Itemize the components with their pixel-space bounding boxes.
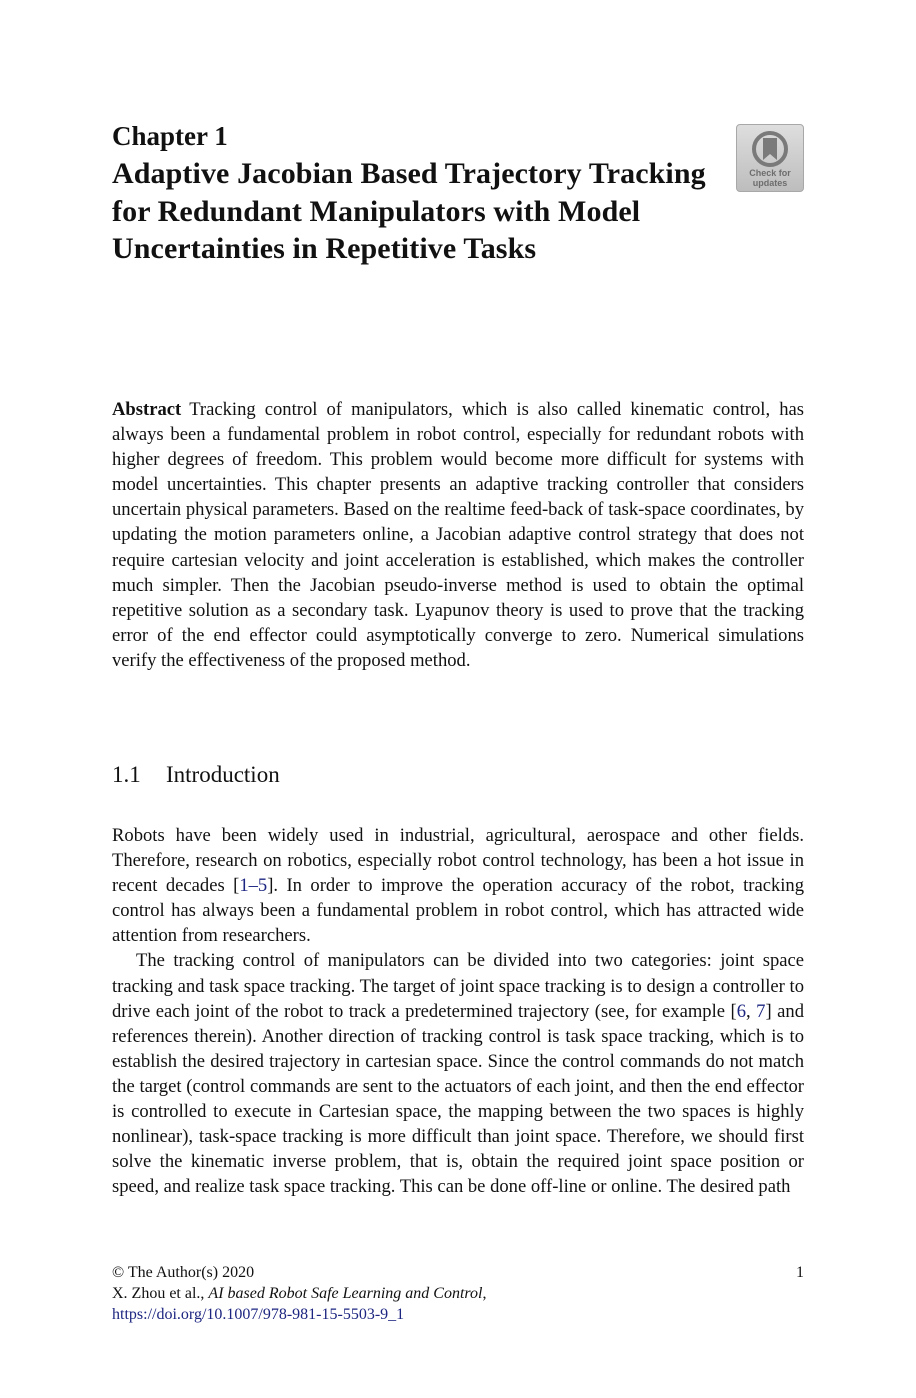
paragraph — [112, 823, 804, 948]
citation-separator: , — [746, 1000, 757, 1022]
badge-text-line2: updates — [752, 178, 788, 188]
citation-line — [112, 1283, 804, 1304]
paragraph-text: ]. In order to improve the operation accuracy of the robot, tracking control has always been a fundamental problem in robot control, which has attracted wide attention from researchers. — [112, 875, 805, 947]
citation-link[interactable]: 7 — [756, 1000, 766, 1022]
copyright-line: © The Author(s) 2020 — [112, 1264, 255, 1281]
paragraph — [112, 948, 804, 1199]
citation-link[interactable]: 6 — [736, 1000, 747, 1022]
section-number: 1.1 — [112, 762, 141, 787]
paragraph-text: ] and references therein). Another direction of tracking control is task space tracking, which is to establish the desired trajectory in cartesian space. Since the control commands do not match the target (control commands are sent to the actuators of each joint, and then the end effector is controlled to execute in Cartesian space, the mapping between the two spaces is highly nonlinear), task-space tracking is more difficult than joint space. Therefore, we should first solve the kinematic inverse problem, that is, obtain the required joint space position or speed, and realize task space tracking. This can be done off-line or online. The desired path — [112, 1000, 805, 1198]
abstract — [112, 397, 804, 673]
section-heading — [112, 760, 280, 790]
paragraph-text: The tracking control of manipulators can be divided into two categories: joint space tracking and task space tracking. The target of joint space tracking is to design a controller to drive each joint of the robot to track a predetermined trajectory (see, for example [ — [112, 950, 804, 1022]
check-for-updates-icon — [751, 130, 789, 168]
footer-authors: X. Zhou et al., — [112, 1285, 209, 1302]
abstract-label: Abstract — [112, 399, 182, 420]
book-title: AI based Robot Safe Learning and Control — [208, 1285, 483, 1302]
chapter-title: Adaptive Jacobian Based Trajectory Tracking for Redundant Manipulators with Model Uncertainties in Repetitive Tasks — [112, 157, 706, 265]
body-text — [112, 823, 804, 1199]
section-title: Introduction — [166, 762, 280, 787]
footer — [112, 1262, 804, 1325]
footer-comma: , — [482, 1285, 487, 1302]
check-for-updates-badge[interactable] — [736, 124, 804, 192]
badge-text-line1: Check for — [749, 168, 791, 178]
abstract-text: Tracking control of manipulators, which is also called kinematic control, has always been a fundamental problem in robot control, especially for redundant robots with higher degrees of freedom. This problem would become more difficult for systems with model uncertainties. This chapter presents an adaptive tracking controller that considers uncertain physical parameters. Based on the realtime feed-back of task-space coordinates, by updating the motion parameters online, a Jacobian adaptive control strategy that does not require cartesian velocity and joint acceleration is established, which makes the controller much simpler. Then the Jacobian pseudo-inverse method is used to obtain the optimal repetitive solution as a secondary task. Lyapunov theory is used to prove that the tracking error of the end effector could asymptotically converge to zero. Numerical simulations verify the effectiveness of the proposed method. — [112, 399, 804, 671]
page-number: 1 — [796, 1264, 804, 1281]
chapter-label: Chapter 1 — [112, 121, 228, 151]
doi-link[interactable]: https://doi.org/10.1007/978-981-15-5503-9_1 — [112, 1306, 405, 1323]
citation-link[interactable]: 1–5 — [239, 875, 268, 897]
paragraph-text: Robots have been widely used in industrial, agricultural, aerospace and other fields. Therefore, research on robotics, especially robot control technology, has been a hot issue in recent decades [ — [112, 825, 804, 897]
